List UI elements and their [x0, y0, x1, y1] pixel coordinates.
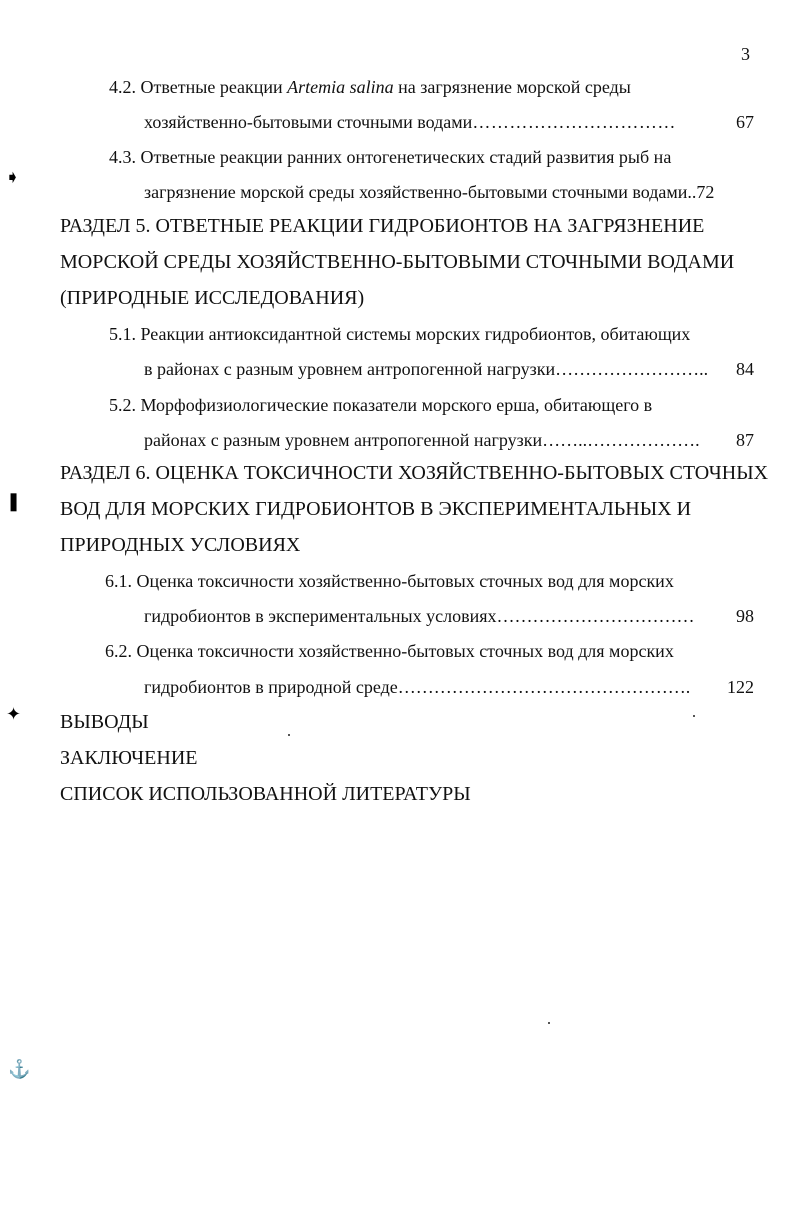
toc-entry-4-2-title: хозяйственно-бытовыми сточными водами	[144, 112, 473, 132]
section-6-title-line2: ВОД ДЛЯ МОРСКИХ ГИДРОБИОНТОВ В ЭКСПЕРИМЕНТАЛЬНЫХ И	[60, 498, 692, 520]
references-heading: СПИСОК ИСПОЛЬЗОВАННОЙ ЛИТЕРАТУРЫ	[60, 783, 471, 805]
toc-entry-5-2-line2: районах с разным уровнем антропогенной нагрузки……..……………….	[144, 430, 700, 450]
page-number: 3	[741, 44, 750, 64]
toc-entry-6-2-line1: 6.2. Оценка токсичности хозяйственно-бытовых сточных вод для морских	[105, 641, 674, 661]
toc-entry-6-1-line2: гидробионтов в экспериментальных условиях……………………………	[144, 606, 695, 626]
section-5-title-line1: РАЗДЕЛ 5. ОТВЕТНЫЕ РЕАКЦИИ ГИДРОБИОНТОВ НА ЗАГРЯЗНЕНИЕ	[60, 215, 705, 237]
afterword-heading: ЗАКЛЮЧЕНИЕ	[60, 747, 198, 769]
toc-entry-5-1-page: 84	[736, 359, 754, 379]
toc-entry-4-2-line2	[144, 111, 676, 133]
scan-mark-3: ✦	[6, 704, 22, 724]
toc-entry-4-2-dots: ……………………………	[472, 112, 676, 132]
toc-entry-4-2-species: Artemia salina	[287, 77, 394, 97]
scan-mark-4: ⚓	[8, 1059, 31, 1079]
scan-mark-1: ➧	[5, 167, 21, 187]
toc-entry-4-2-prefix: 4.2. Ответные реакции	[109, 77, 288, 97]
toc-entry-6-2-line2: гидробионтов в природной среде………………………………………….	[144, 677, 691, 697]
toc-entry-4-3-line1: 4.3. Ответные реакции ранних онтогенетических стадий развития рыб на	[109, 147, 672, 167]
toc-entry-5-1-line1: 5.1. Реакции антиоксидантной системы морских гидробионтов, обитающих	[109, 324, 691, 344]
toc-entry-6-1-line1: 6.1. Оценка токсичности хозяйственно-бытовых сточных вод для морских	[105, 571, 674, 591]
section-5-title-line3: (ПРИРОДНЫЕ ИССЛЕДОВАНИЯ)	[60, 287, 365, 309]
toc-entry-4-2-page: 67	[736, 112, 754, 132]
section-6-title-line1: РАЗДЕЛ 6. ОЦЕНКА ТОКСИЧНОСТИ ХОЗЯЙСТВЕННО-БЫТОВЫХ СТОЧНЫХ	[60, 462, 769, 484]
toc-entry-5-2-page: 87	[736, 430, 754, 450]
toc-entry-4-2-suffix: на загрязнение морской среды	[393, 77, 631, 97]
toc-entry-4-3-line2: загрязнение морской среды хозяйственно-бытовыми сточными водами..72	[144, 182, 715, 202]
scan-mark-2: ❚	[6, 491, 22, 511]
section-5-title-line2: МОРСКОЙ СРЕДЫ ХОЗЯЙСТВЕННО-БЫТОВЫМИ СТОЧНЫМИ ВОДАМИ	[60, 251, 735, 273]
section-6-title-line3: ПРИРОДНЫХ УСЛОВИЯХ	[60, 534, 301, 556]
scan-speck	[693, 715, 695, 717]
scan-speck	[288, 734, 290, 736]
toc-entry-5-2-line1: 5.2. Морфофизиологические показатели морского ерша, обитающего в	[109, 395, 653, 415]
scan-speck	[548, 1022, 550, 1024]
toc-entry-4-2-line1	[109, 76, 631, 98]
conclusions-heading: ВЫВОДЫ	[60, 711, 149, 733]
toc-entry-6-2-page: 122	[727, 677, 754, 697]
toc-entry-5-1-line2: в районах с разным уровнем антропогенной нагрузки……………………..	[144, 359, 709, 379]
toc-entry-6-1-page: 98	[736, 606, 754, 626]
